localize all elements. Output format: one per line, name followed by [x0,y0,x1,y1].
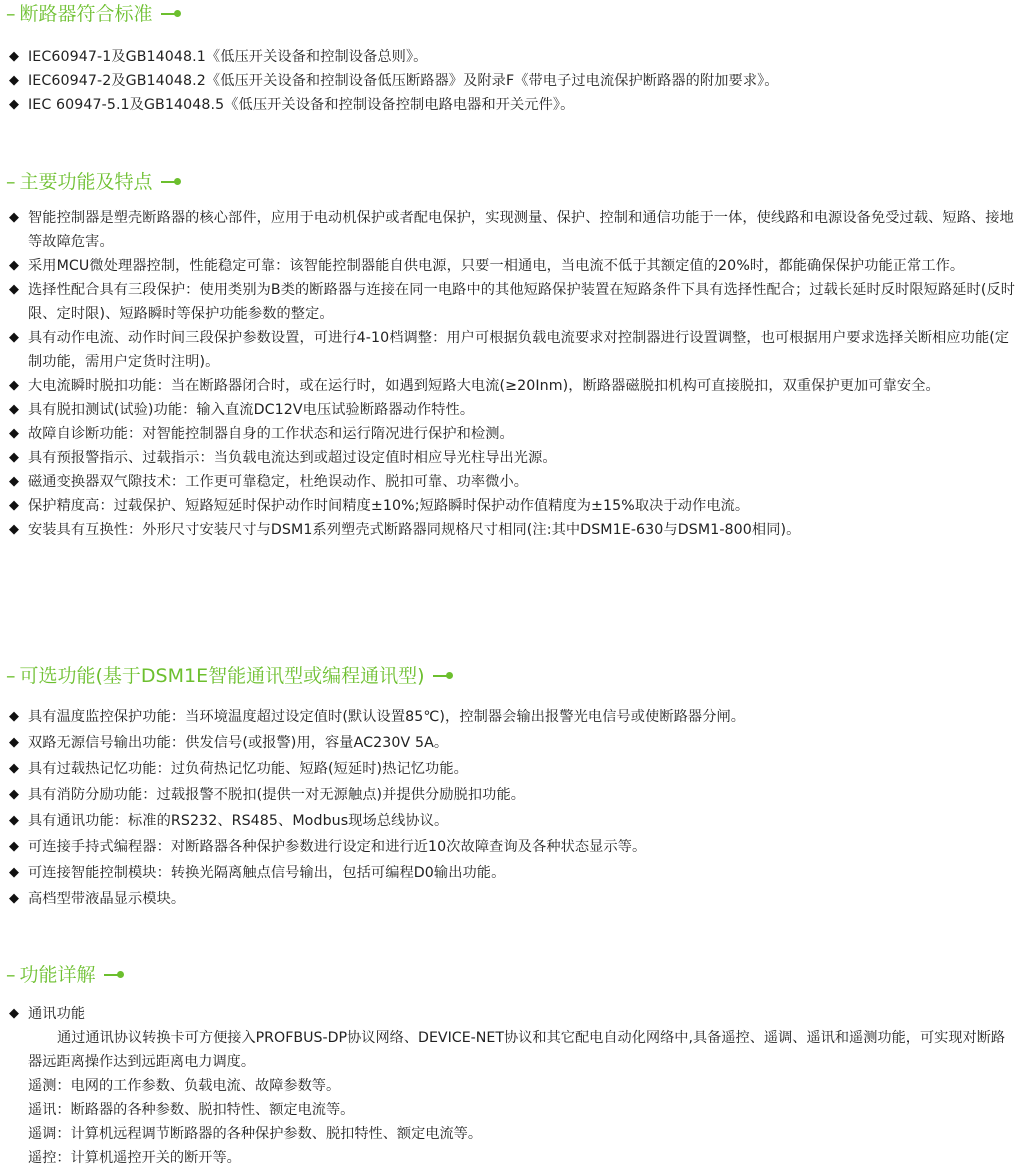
details-paragraph: 通过通讯协议转换卡可方便接入PROFBUS-DP协议网络、DEVICE-NET协议和其它配电自动化网络中,具备遥控、遥调、遥讯和遥测功能，可实现对断路器远距离操作达到远距离电力调度。 [28,1030,1006,1070]
list-item-text: 具有通讯功能：标准的RS232、RS485、Modbus现场总线协议。 [28,813,449,829]
list-item [9,446,1019,470]
list-item-text: 安装具有互换性：外形尺寸安装尺寸与DSM1系列塑壳式断路器同规格尺寸相同(注:其中DSM1E-630与DSM1-800相同)。 [28,522,801,538]
list-item-text: 高档型带液晶显示模块。 [28,891,186,907]
diamond-bullet-icon: ◆ [9,330,20,345]
list-item-text: 具有预报警指示、过载指示：当负载电流达到或超过设定值时相应导光柱导出光源。 [28,450,557,466]
optional-list [9,705,1019,913]
details-heading [6,963,124,987]
diamond-bullet-icon: ◆ [9,378,20,393]
list-item-text: 大电流瞬时脱扣功能：当在断路器闭合时，或在运行时，如遇到短路大电流(≥20Inm)，断路器磁脱扣机构可直接脱扣，双重保护更加可靠安全。 [28,378,940,394]
diamond-bullet-icon: ◆ [9,450,20,465]
list-item [9,783,1019,807]
heading-dash: – [6,665,16,687]
diamond-bullet-icon: ◆ [9,498,20,513]
diamond-bullet-icon: ◆ [9,522,20,537]
diamond-bullet-icon: ◆ [9,49,20,64]
list-item [9,278,1019,326]
diamond-bullet-icon: ◆ [9,210,20,225]
list-item-text: 选择性配合具有三段保护：使用类别为B类的断路器与连接在同一电路中的其他短路保护装置在短路条件下具有选择性配合；过载长延时反时限短路延时(反时限、定时限)、短路瞬时等保护功能参数的整定。 [28,282,1016,322]
standards-heading [6,2,181,26]
list-item [9,757,1019,781]
details-item [9,1002,1019,1026]
list-item-text: 磁通变换器双气隙技术：工作更可靠稳定，杜绝误动作、脱扣可靠、功率微小。 [28,474,529,490]
diamond-bullet-icon: ◆ [9,787,20,802]
list-item-text: 双路无源信号输出功能：供发信号(或报警)用，容量AC230V 5A。 [28,735,449,751]
diamond-bullet-icon: ◆ [9,813,20,828]
diamond-bullet-icon: ◆ [9,97,20,112]
list-item-text: 故障自诊断功能：对智能控制器自身的工作状态和运行隋况进行保护和检测。 [28,426,514,442]
details-item-title: 通讯功能 [28,1006,86,1022]
details-line: 遥讯：断路器的各种参数、脱扣特性、额定电流等。 [28,1102,355,1118]
list-item [9,69,1019,93]
standards-title: 断路器符合标准 [19,3,153,25]
details-line: 遥测：电网的工作参数、负载电流、故障参数等。 [28,1078,341,1094]
diamond-bullet-icon: ◆ [9,865,20,880]
features-title: 主要功能及特点 [19,171,153,193]
list-item-text: 具有消防分励功能：过载报警不脱扣(提供一对无源触点)并提供分励脱扣功能。 [28,787,526,803]
list-item-text: 具有过载热记忆功能：过负荷热记忆功能、短路(短延时)热记忆功能。 [28,761,468,777]
list-item-text: 保护精度高：过载保护、短路短延时保护动作时间精度±10%;短路瞬时保护动作值精度为±15%取决于动作电流。 [28,498,750,514]
diamond-bullet-icon: ◆ [9,402,20,417]
list-item [9,254,1019,278]
diamond-bullet-icon: ◆ [9,474,20,489]
details-title: 功能详解 [19,964,96,986]
list-item-text: IEC60947-2及GB14048.2《低压开关设备和控制设备低压断路器》及附录F《带电子过电流保护断路器的附加要求》。 [28,73,779,89]
diamond-bullet-icon: ◆ [9,73,20,88]
heading-dash: – [6,3,16,25]
optional-heading [6,664,453,688]
diamond-bullet-icon: ◆ [9,891,20,906]
list-item [9,731,1019,755]
list-item-text: 智能控制器是塑壳断路器的核心部件，应用于电动机保护或者配电保护，实现测量、保护、控制和通信功能于一体，使线路和电源设备免受过载、短路、接地等故障危害。 [28,210,1014,250]
list-item [9,809,1019,833]
heading-decoration-icon [161,177,181,187]
diamond-bullet-icon: ◆ [9,1006,20,1021]
features-heading [6,170,181,194]
features-list [9,206,1019,542]
details-line: 遥控：计算机遥控开关的断开等。 [28,1150,241,1166]
optional-title: 可选功能(基于DSM1E智能通讯型或编程通讯型) [19,665,425,687]
details-line: 遥调：计算机远程调节断路器的各种保护参数、脱扣特性、额定电流等。 [28,1126,483,1142]
diamond-bullet-icon: ◆ [9,426,20,441]
list-item [9,326,1019,374]
diamond-bullet-icon: ◆ [9,282,20,297]
list-item [9,422,1019,446]
heading-dash: – [6,171,16,193]
heading-decoration-icon [161,9,181,19]
diamond-bullet-icon: ◆ [9,761,20,776]
diamond-bullet-icon: ◆ [9,839,20,854]
list-item-text: IEC 60947-5.1及GB14048.5《低压开关设备和控制设备控制电路电器和开关元件》。 [28,97,575,113]
heading-dash: – [6,964,16,986]
list-item [9,835,1019,859]
list-item-text: 采用MCU微处理器控制，性能稳定可靠：该智能控制器能自供电源，只要一相通电，当电流不低于其额定值的20%时，都能确保保护功能正常工作。 [28,258,965,274]
list-item-text: 具有温度监控保护功能：当环境温度超过设定值时(默认设置85℃)，控制器会输出报警光电信号或使断路器分闸。 [28,709,746,725]
list-item [9,861,1019,885]
standards-list [9,45,1019,117]
list-item [9,374,1019,398]
diamond-bullet-icon: ◆ [9,258,20,273]
list-item-text: 具有动作电流、动作时间三段保护参数设置，可进行4-10档调整：用户可根据负载电流要求对控制器进行设置调整，也可根据用户要求选择关断相应功能(定制功能，需用户定货时注明)。 [28,330,1010,370]
heading-decoration-icon [104,970,124,980]
list-item [9,206,1019,254]
list-item-text: 具有脱扣测试(试验)功能：输入直流DC12V电压试验断路器动作特性。 [28,402,475,418]
list-item [9,705,1019,729]
details-body [9,1002,1019,1170]
list-item-text: 可连接智能控制模块：转换光隔离触点信号输出，包括可编程D0输出功能。 [28,865,506,881]
diamond-bullet-icon: ◆ [9,709,20,724]
list-item [9,518,1019,542]
heading-decoration-icon [433,671,453,681]
list-item [9,45,1019,69]
list-item-text: IEC60947-1及GB14048.1《低压开关设备和控制设备总则》。 [28,49,428,65]
list-item [9,398,1019,422]
list-item [9,887,1019,911]
list-item-text: 可连接手持式编程器：对断路器各种保护参数进行设定和进行近10次故障查询及各种状态显示等。 [28,839,647,855]
list-item [9,470,1019,494]
list-item [9,93,1019,117]
diamond-bullet-icon: ◆ [9,735,20,750]
list-item [9,494,1019,518]
